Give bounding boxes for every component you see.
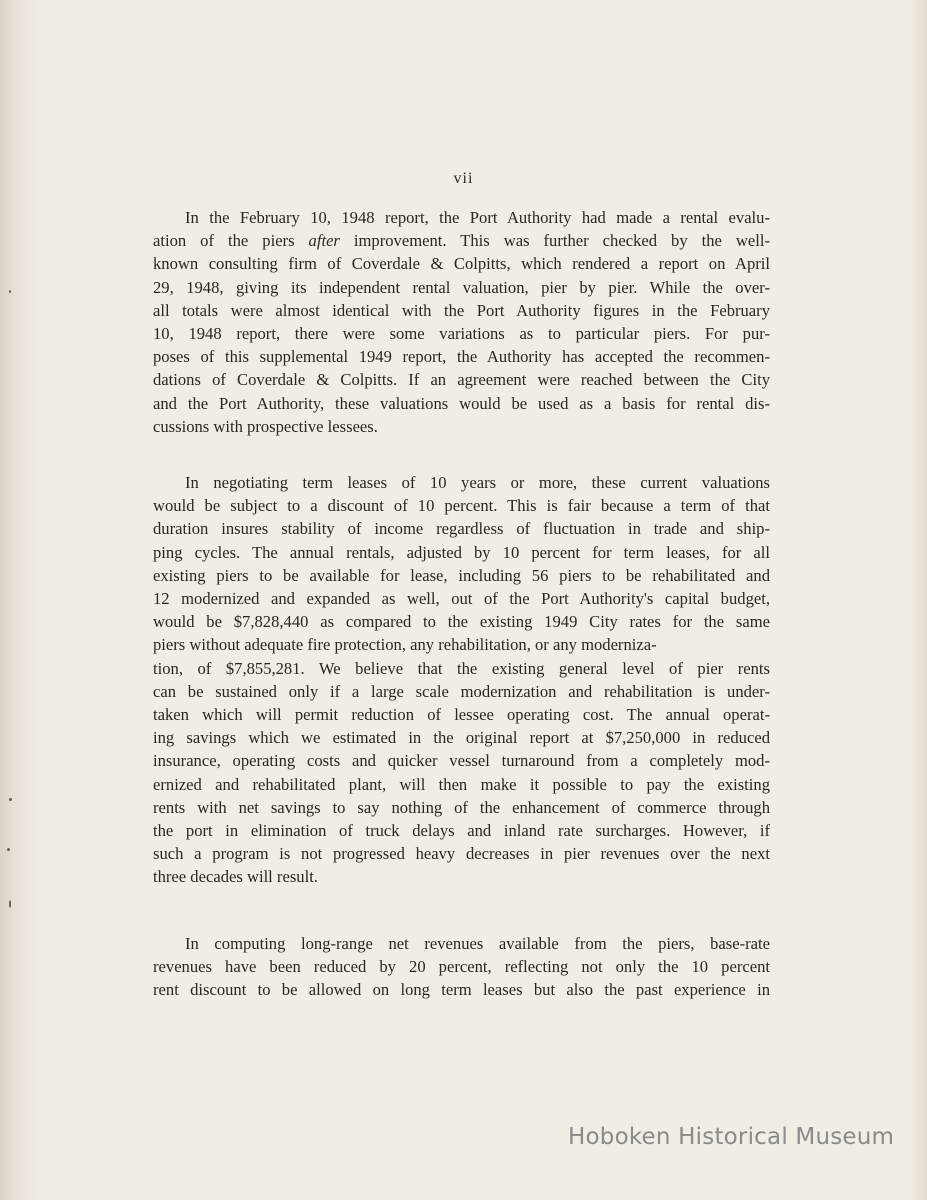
text-line: would be $7,828,440 as compared to the existing 1949 City rates for the same [153,612,770,632]
text-line: 29, 1948, giving its independent rental valuation, pier by pier. While the over- [153,277,770,297]
text-line: all totals were almost identical with the Port Authority figures in the February [153,300,770,320]
text-line: cussions with prospective lessees. [153,416,378,436]
text-line: known consulting firm of Coverdale & Colpitts, which rendered a report on April [153,254,770,274]
text-line: three decades will result. [153,867,318,887]
paper-speck [9,798,12,801]
text-line: ing savings which we estimated in the original report at $7,250,000 in reduced [153,728,770,748]
text-line: dations of Coverdale & Colpitts. If an agreement were reached between the City [153,370,770,390]
text-line: insurance, operating costs and quicker vessel turnaround from a completely mod- [153,751,770,771]
paper-speck [9,290,11,293]
text-line: 12 modernized and expanded as well, out of the Port Authority's capital budget, [153,589,770,609]
text-line: taken which will permit reduction of lessee operating cost. The annual operat- [153,705,770,725]
text-line: revenues have been reduced by 20 percent, reflecting not only the 10 percent [153,957,770,977]
text-line: ping cycles. The annual rentals, adjusted by 10 percent for term leases, for all [153,542,770,562]
text-line: ation of the piers after improvement. This was further checked by the well- [153,231,771,251]
page-number: vii [453,170,474,187]
paper-speck [7,848,10,851]
text-line: ernized and rehabilitated plant, will then make it possible to pay the existing [153,774,770,794]
text-line: existing piers to be available for lease, including 56 piers to be rehabilitated and [153,565,770,585]
emphasis-after: after [308,231,340,251]
paragraph-1 [153,206,770,438]
text-line: and the Port Authority, these valuations would be used as a basis for rental dis- [153,393,770,413]
text-line: can be sustained only if a large scale modernization and rehabilitation is under- [153,681,770,701]
text-line: In the February 10, 1948 report, the Port Authority had made a rental evalu- [185,208,770,227]
text-line: In computing long-range net revenues available from the piers, base-rate [185,934,770,953]
text-line: the port in elimination of truck delays and inland rate surcharges. However, if [153,821,770,841]
text-line: In negotiating term leases of 10 years or more, these current valuations [185,473,770,492]
paper-speck [9,900,11,908]
museum-watermark: Hoboken Historical Museum [568,1124,895,1150]
text-line: would be subject to a discount of 10 percent. This is fair because a term of that [153,496,770,516]
text-line: duration insures stability of income regardless of fluctuation in trade and ship- [153,519,770,539]
paragraph-3 [153,932,770,1002]
text-line: poses of this supplemental 1949 report, the Authority has accepted the recommen- [153,347,770,367]
paragraph-2 [153,471,770,889]
text-line: 10, 1948 report, there were some variations as to particular piers. For pur- [153,324,770,344]
text-line: rents with net savings to say nothing of the enhancement of commerce through [153,797,770,817]
text-line: piers without adequate fire protection, any rehabilitation, or any moderniza- [153,635,657,655]
text-line: such a program is not progressed heavy decreases in pier revenues over the next [153,844,770,864]
text-line: rent discount to be allowed on long term leases but also the past experience in [153,980,770,1000]
text-line: tion, of $7,855,281. We believe that the existing general level of pier rents [153,658,770,678]
